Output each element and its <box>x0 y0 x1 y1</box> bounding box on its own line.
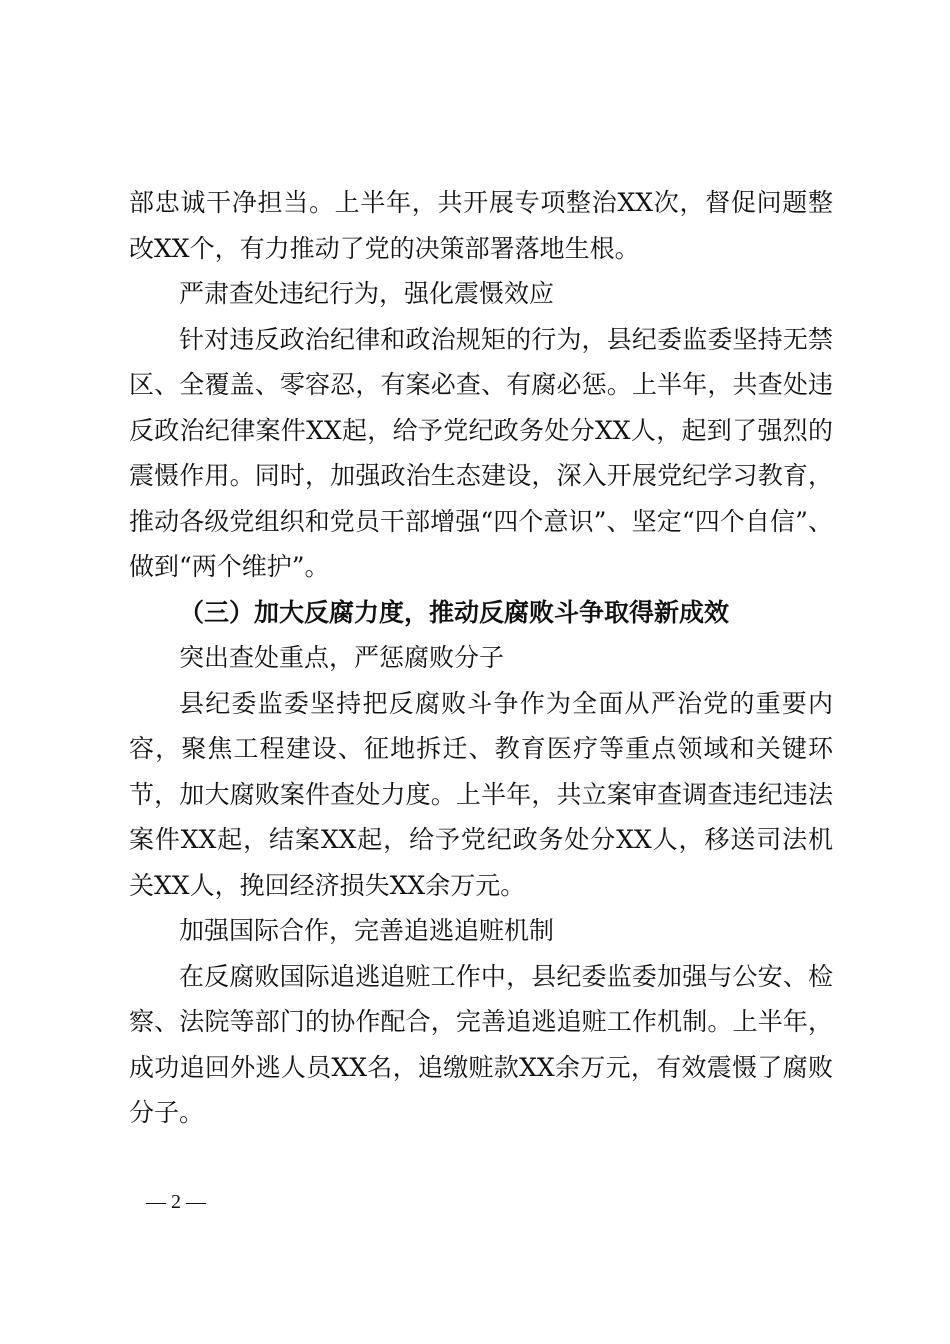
paragraph-discipline: 针对违反政治纪律和政治规矩的行为，县纪委监委坚持无禁区、全覆盖、零容忍，有案必查、有腐必惩。上半年，共查处违反政治纪律案件XX起，给予党纪政务处分XX人，起到了强烈的震慑作用。同时，加强政治生态建设，深入开展党纪学习教育，推动各级党组织和党员干部增强“四个意识”、坚定“四个自信”、做到“两个维护”。 <box>129 324 833 581</box>
subheading-corruption: 突出查处重点，严惩腐败分子 <box>179 643 505 672</box>
paragraph-corruption: 县纪委监委坚持把反腐败斗争作为全面从严治党的重要内容，聚焦工程建设、征地拆迁、教育医疗等重点领域和关键环节，加大腐败案件查处力度。上半年，共立案审查调查违纪违法案件XX起，结案XX起，给予党纪政务处分XX人，移送司法机关XX人，挽回经济损失XX余万元。 <box>129 688 833 900</box>
subheading-international: 加强国际合作，完善追逃追赃机制 <box>179 916 555 945</box>
subheading-discipline: 严肃查处违纪行为，强化震慑效应 <box>179 279 555 308</box>
paragraph-international: 在反腐败国际追逃追赃工作中，县纪委监委加强与公安、检察、法院等部门的协作配合，完善追逃追赃工作机制。上半年，成功追回外逃人员XX名，追缴赃款XX余万元，有效震慑了腐败分子。 <box>129 961 833 1127</box>
document-body <box>129 180 833 1136</box>
paragraph-continued-text: 部忠诚干净担当。上半年，共开展专项整治XX次，督促问题整改XX个，有力推动了党的决策部署落地生根。 <box>129 188 833 263</box>
page-number: — 2 — <box>146 1191 206 1213</box>
section-heading-3: （三）加大反腐力度，推动反腐败斗争取得新成效 <box>179 597 730 627</box>
